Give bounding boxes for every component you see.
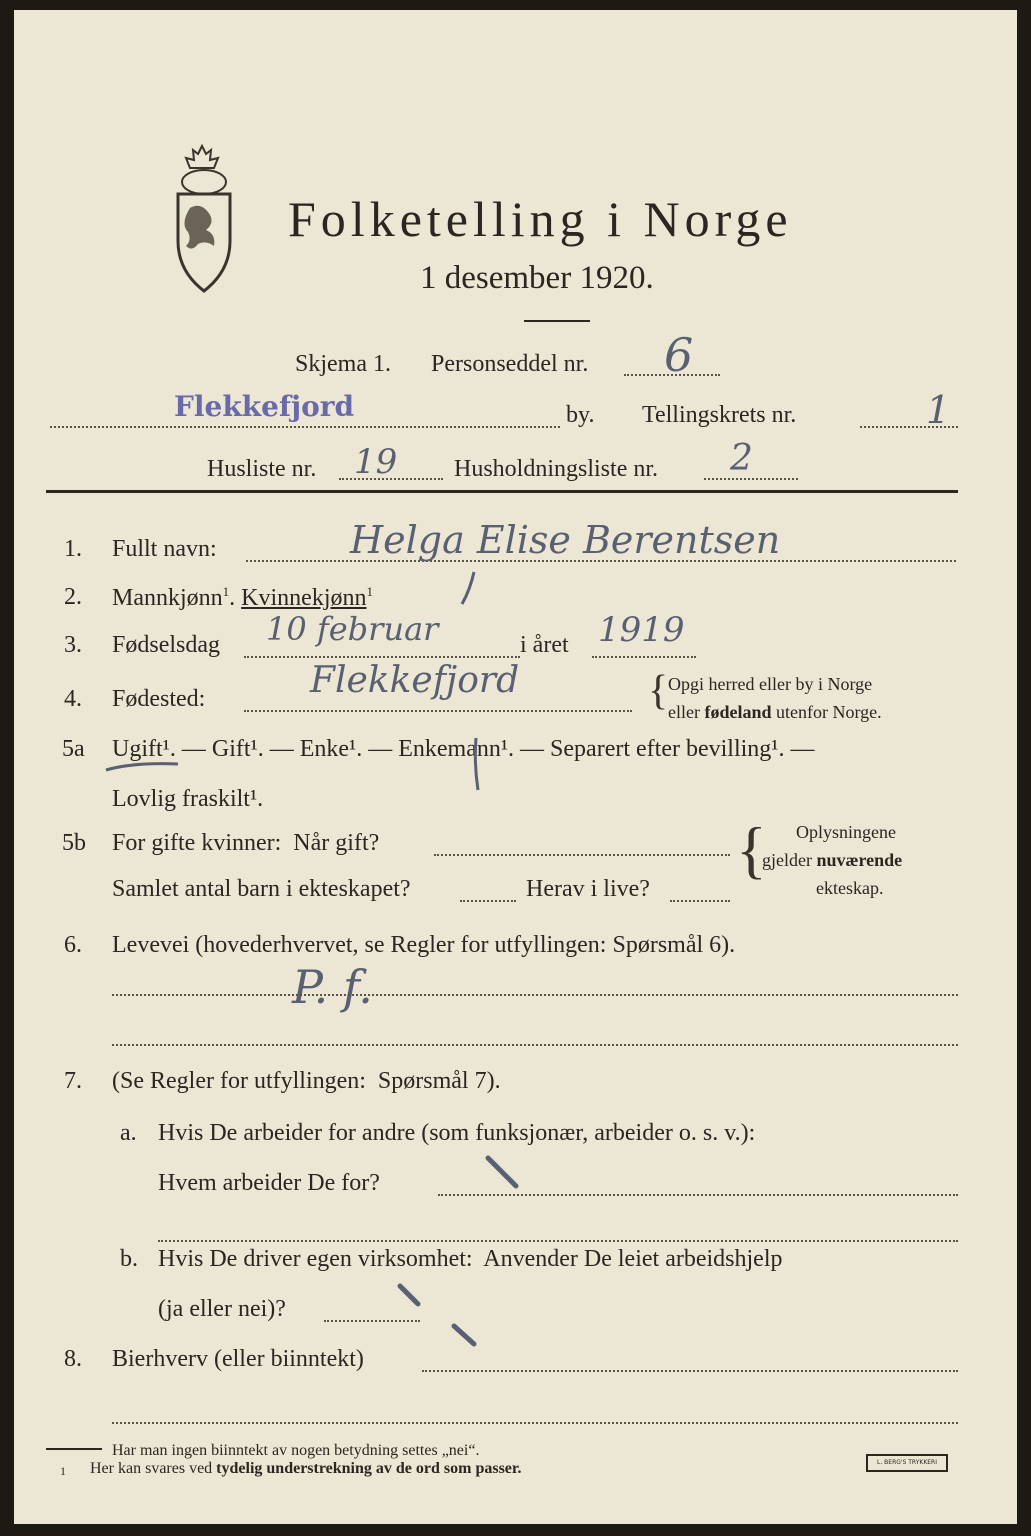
personseddel-label: Personseddel nr. bbox=[431, 351, 589, 377]
q4-note-line2 bbox=[668, 702, 882, 723]
coat-of-arms-icon bbox=[164, 146, 244, 296]
q2-female-footnote: 1 bbox=[366, 584, 373, 599]
q7b-line2: (ja eller nei)? bbox=[158, 1296, 286, 1322]
q8-answer-line bbox=[422, 1370, 958, 1372]
q5b-note-line1: Oplysningene bbox=[796, 822, 896, 842]
q5b-number: 5b bbox=[62, 830, 86, 856]
q5b-note-pre: gjelder bbox=[762, 850, 817, 870]
q5b-children-line bbox=[460, 900, 516, 902]
q1-value: Helga Elise Berentsen bbox=[350, 518, 781, 562]
by-label: by. bbox=[566, 402, 595, 428]
form-date: 1 desember 1920. bbox=[420, 260, 654, 296]
husliste-label: Husliste nr. bbox=[207, 456, 317, 482]
q4-brace: { bbox=[648, 668, 669, 714]
q5a-line2[interactable]: Lovlig fraskilt¹. bbox=[112, 786, 264, 812]
q6-line2 bbox=[112, 1044, 958, 1046]
q3-day-line bbox=[244, 656, 520, 658]
title-divider bbox=[524, 320, 590, 322]
q5b-married-line bbox=[434, 854, 730, 856]
tellingskrets-value: 1 bbox=[926, 388, 951, 432]
q6-number: 6. bbox=[64, 932, 82, 958]
q2-male-label[interactable]: Mannkjønn bbox=[112, 585, 223, 611]
q3-label: Fødselsdag bbox=[112, 632, 220, 658]
q8-dash-mark bbox=[450, 1320, 480, 1350]
q5b-note-line3: ekteskap. bbox=[816, 878, 884, 898]
q7a-answer-line bbox=[438, 1194, 958, 1196]
q4-note-pre: eller bbox=[668, 702, 705, 722]
q5a-pen-stroke bbox=[454, 734, 494, 794]
footnote-divider bbox=[46, 1448, 102, 1450]
schema-label: Skjema 1. bbox=[295, 351, 391, 377]
q7a-line3 bbox=[158, 1240, 958, 1242]
q2-number: 2. bbox=[64, 584, 82, 610]
q2-pen-stroke bbox=[444, 570, 484, 610]
q5b-alive-line bbox=[670, 900, 730, 902]
q5b-married-label: For gifte kvinner: Når gift? bbox=[112, 830, 380, 856]
q8-number: 8. bbox=[64, 1346, 82, 1372]
q5b-brace: { bbox=[736, 814, 767, 885]
footnote-pre: Her kan svares ved bbox=[90, 1460, 217, 1477]
q7a-dash-mark bbox=[484, 1154, 524, 1194]
q3-year-line bbox=[592, 656, 696, 658]
printer-mark: L. BERG'S TRYKKERI bbox=[866, 1454, 948, 1472]
q7a-line2: Hvem arbeider De for? bbox=[158, 1170, 380, 1196]
q3-number: 3. bbox=[64, 632, 82, 658]
city-line bbox=[50, 426, 560, 428]
q7a-number: a. bbox=[120, 1120, 137, 1146]
city-stamp: Flekkefjord bbox=[174, 390, 355, 423]
q4-label: Fødested: bbox=[112, 686, 206, 712]
q5a-ugift-underline bbox=[104, 758, 184, 778]
footer-note: Har man ingen biinntekt av nogen betydning settes „nei“. bbox=[112, 1442, 480, 1459]
q5b-children-label: Samlet antal barn i ekteskapet? bbox=[112, 876, 411, 902]
q7b-dash-mark bbox=[396, 1282, 426, 1312]
form-title: Folketelling i Norge bbox=[288, 191, 793, 247]
header-divider bbox=[46, 490, 958, 493]
q7b-answer-line bbox=[324, 1320, 420, 1322]
q4-note-bold: fødeland bbox=[704, 702, 772, 722]
q7b-line1: Hvis De driver egen virksomhet: Anvender De leiet arbeidshjelp bbox=[158, 1246, 783, 1272]
q5a-line1[interactable]: Ugift¹. — Gift¹. — Enke¹. — Enkemann¹. — Separert efter bevilling¹. — bbox=[112, 736, 815, 762]
q4-line bbox=[244, 710, 632, 712]
q7b-number: b. bbox=[120, 1246, 138, 1272]
q2-separator: . bbox=[229, 585, 242, 611]
q4-value: Flekkefjord bbox=[310, 660, 520, 701]
q2-female-label[interactable]: Kvinnekjønn bbox=[241, 585, 367, 611]
q8-label: Bierhverv (eller biinntekt) bbox=[112, 1346, 364, 1372]
personseddel-value: 6 bbox=[664, 328, 694, 382]
footnote-number: 1 bbox=[60, 1464, 66, 1478]
q5b-alive-label: Herav i live? bbox=[526, 876, 650, 902]
q6-line1 bbox=[112, 994, 958, 996]
footnote-text bbox=[90, 1460, 522, 1478]
q7-label: (Se Regler for utfyllingen: Spørsmål 7). bbox=[112, 1068, 501, 1094]
q6-label: Levevei (hovederhvervet, se Regler for utfyllingen: Spørsmål 6). bbox=[112, 932, 736, 958]
q1-number: 1. bbox=[64, 536, 82, 562]
q5a-number: 5a bbox=[62, 736, 85, 762]
q8-line2 bbox=[112, 1422, 958, 1424]
q6-value: P. f. bbox=[292, 960, 373, 1014]
q3-year-value: 1919 bbox=[598, 610, 685, 650]
q3-day-value: 10 februar bbox=[266, 610, 439, 648]
q2-options bbox=[112, 584, 373, 612]
q5b-note-bold: nuværende bbox=[816, 850, 903, 870]
q4-number: 4. bbox=[64, 686, 82, 712]
footnote-bold: tydelig understrekning av de ord som passer. bbox=[216, 1460, 522, 1477]
husliste-value: 19 bbox=[354, 442, 398, 482]
q7a-line1: Hvis De arbeider for andre (som funksjonær, arbeider o. s. v.): bbox=[158, 1120, 756, 1146]
q4-note-post: utenfor Norge. bbox=[771, 702, 882, 722]
q3-year-label: i året bbox=[520, 632, 569, 658]
q1-label: Fullt navn: bbox=[112, 536, 217, 562]
q5b-note-line2 bbox=[762, 850, 902, 871]
q2-male-footnote: 1 bbox=[222, 584, 230, 599]
census-form-page bbox=[14, 10, 1017, 1524]
q7-number: 7. bbox=[64, 1068, 82, 1094]
tellingskrets-label: Tellingskrets nr. bbox=[642, 402, 797, 428]
q4-note-line1: Opgi herred eller by i Norge bbox=[668, 674, 873, 694]
husholdningsliste-value: 2 bbox=[730, 438, 753, 479]
husholdningsliste-label: Husholdningsliste nr. bbox=[454, 456, 659, 482]
